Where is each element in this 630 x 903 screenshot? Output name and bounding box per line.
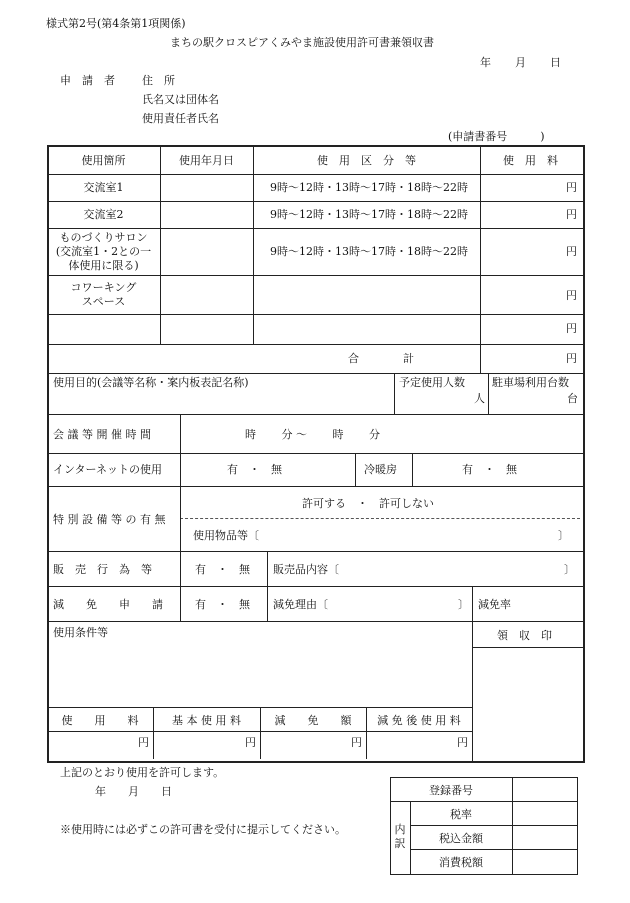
meeting-time-value: 時 分 ～ 時 分 bbox=[245, 428, 380, 441]
special-label: 特 別 設 備 等 の 有 無 bbox=[53, 513, 166, 526]
exemption-rate-label: 減免率 bbox=[478, 598, 511, 611]
row-yen: 円 bbox=[566, 208, 577, 221]
tax-rate-label: 税率 bbox=[450, 808, 472, 821]
consumption-tax-label: 消費税額 bbox=[439, 856, 483, 869]
row-slots: 9時～12時・13時～17時・18時～22時 bbox=[270, 245, 468, 258]
dashed-divider bbox=[180, 518, 580, 519]
application-number: (申請書番号 ) bbox=[448, 130, 545, 143]
total-label: 合 計 bbox=[348, 352, 414, 365]
expected-people-label: 予定使用人数 bbox=[399, 376, 465, 389]
breakdown-label: 内 訳 bbox=[394, 823, 406, 850]
rule bbox=[488, 373, 489, 414]
rule bbox=[355, 453, 356, 486]
rule bbox=[47, 275, 583, 276]
parking-label: 駐車場利用台数 bbox=[492, 376, 569, 389]
form-number: 様式第2号(第4条第1項関係) bbox=[46, 17, 186, 30]
rule bbox=[47, 201, 583, 202]
fee-yen: 円 bbox=[457, 736, 468, 749]
rule bbox=[472, 586, 473, 761]
fee-yen: 円 bbox=[351, 736, 362, 749]
rule bbox=[410, 825, 578, 826]
manager-label: 使用責任者氏名 bbox=[142, 112, 219, 125]
rule bbox=[47, 586, 583, 587]
permit-date: 年 月 日 bbox=[95, 785, 172, 798]
row-yen: 円 bbox=[566, 245, 577, 258]
col-fee-header: 使 用 料 bbox=[503, 154, 558, 167]
exemption-close: 〕 bbox=[458, 598, 469, 611]
rule bbox=[47, 174, 583, 175]
parking-unit: 台 bbox=[567, 392, 578, 405]
items-close: 〕 bbox=[558, 529, 569, 542]
rule bbox=[480, 145, 481, 373]
rule bbox=[412, 453, 413, 486]
exemption-value: 有 ・ 無 bbox=[195, 598, 250, 611]
rule bbox=[47, 314, 583, 315]
fee-col-header: 減 免 額 bbox=[274, 714, 352, 727]
people-unit: 人 bbox=[474, 392, 485, 405]
rule bbox=[47, 414, 583, 415]
internet-label: インターネットの使用 bbox=[53, 463, 163, 476]
permit-text: 上記のとおり使用を許可します。 bbox=[60, 766, 225, 779]
receipt-stamp-label: 領 収 印 bbox=[497, 629, 552, 642]
page-title: まちの駅クロスピアくみやま施設使用許可書兼領収書 bbox=[170, 36, 434, 49]
row-place: コワーキング スペース bbox=[70, 281, 137, 308]
hvac-value: 有 ・ 無 bbox=[462, 463, 517, 476]
fee-col-header: 減 免 後 使 用 料 bbox=[377, 714, 461, 727]
notice-text: ※使用時には必ずこの許可書を受付に提示してください。 bbox=[60, 823, 346, 836]
rule bbox=[410, 849, 578, 850]
sales-close: 〕 bbox=[564, 563, 575, 576]
sales-value: 有 ・ 無 bbox=[195, 563, 250, 576]
rule bbox=[47, 453, 583, 454]
rule bbox=[394, 373, 395, 414]
date-month: 月 bbox=[515, 56, 526, 69]
rule bbox=[47, 621, 583, 622]
date-year: 年 bbox=[480, 56, 491, 69]
internet-value: 有 ・ 無 bbox=[227, 463, 282, 476]
row-yen: 円 bbox=[566, 181, 577, 194]
tax-incl-label: 税込金額 bbox=[439, 832, 483, 845]
rule bbox=[512, 777, 513, 874]
rule bbox=[47, 344, 583, 345]
total-yen: 円 bbox=[566, 352, 577, 365]
items-label: 使用物品等〔 bbox=[193, 529, 259, 542]
col-date-header: 使用年月日 bbox=[179, 154, 234, 167]
row-slots: 9時～12時・13時～17時・18時～22時 bbox=[270, 181, 468, 194]
hvac-label: 冷暖房 bbox=[364, 463, 397, 476]
col-place-header: 使用箇所 bbox=[81, 154, 126, 167]
row-slots: 9時～12時・13時～17時・18時～22時 bbox=[270, 208, 468, 221]
rule bbox=[47, 551, 583, 552]
reg-no-label: 登録番号 bbox=[429, 784, 473, 797]
row-place: 交流室2 bbox=[83, 208, 124, 221]
name-label: 氏名又は団体名 bbox=[142, 93, 219, 106]
rule bbox=[472, 647, 583, 648]
fee-yen: 円 bbox=[245, 736, 256, 749]
fee-col-header: 使 用 料 bbox=[61, 714, 139, 727]
applicant-label: 申 請 者 bbox=[60, 74, 115, 87]
row-place: ものづくりサロン (交流室1・2との一 体使用に限る) bbox=[55, 231, 152, 272]
address-label: 住 所 bbox=[142, 74, 175, 87]
rule bbox=[47, 228, 583, 229]
rule bbox=[267, 551, 268, 621]
sales-content-label: 販売品内容〔 bbox=[273, 563, 339, 576]
rule bbox=[160, 145, 161, 344]
date-day: 日 bbox=[550, 56, 561, 69]
conditions-label: 使用条件等 bbox=[53, 626, 108, 639]
sales-label: 販 売 行 為 等 bbox=[53, 563, 152, 576]
row-place: 交流室1 bbox=[83, 181, 124, 194]
rule bbox=[180, 414, 181, 621]
rule bbox=[47, 373, 583, 374]
fee-yen: 円 bbox=[138, 736, 149, 749]
rule bbox=[47, 486, 583, 487]
permit-value: 許可する ・ 許可しない bbox=[302, 497, 434, 510]
meeting-time-label: 会 議 等 開 催 時 間 bbox=[53, 428, 151, 441]
exemption-reason-label: 減免理由〔 bbox=[273, 598, 328, 611]
purpose-label: 使用目的(会議等名称・案内板表記名称) bbox=[53, 376, 249, 389]
fee-col-header: 基 本 使 用 料 bbox=[172, 714, 241, 727]
rule bbox=[390, 801, 578, 802]
col-class-header: 使 用 区 分 等 bbox=[317, 154, 416, 167]
exemption-label: 減 免 申 請 bbox=[53, 598, 163, 611]
rule bbox=[253, 145, 254, 344]
row-yen: 円 bbox=[566, 322, 577, 335]
row-yen: 円 bbox=[566, 289, 577, 302]
